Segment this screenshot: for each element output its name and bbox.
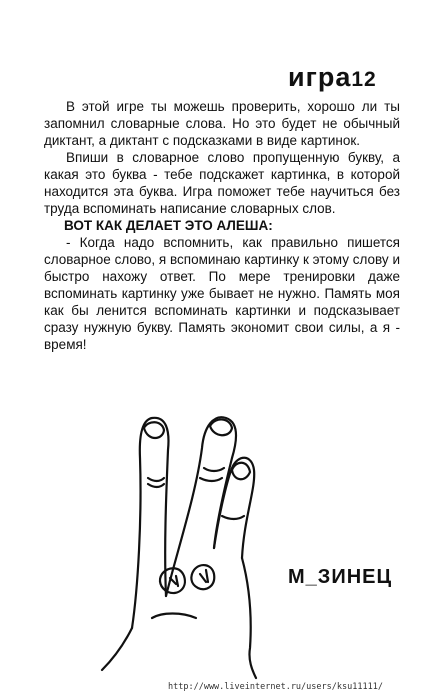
instructions-text — [44, 98, 400, 353]
title-number: 12 — [351, 68, 377, 91]
paragraph-heading: ВОТ КАК ДЕЛАЕТ ЭТО АЛЕША: — [64, 218, 273, 233]
answer-word: М_ЗИНЕЦ — [288, 566, 393, 588]
title-word: игра — [288, 62, 352, 92]
paragraph-quote: - Когда надо вспомнить, как правильно пишется словарное слово, я вспоминаю картинку к этому слову и быстро нахожу ответ. По мере тренировки даже вспоминать картинку уже бывает не нужно. Память моя как бы ленится вспоминать картинки и подсказывает сразу нужную букву. Память экономит свои силы, а я - время! — [44, 235, 400, 352]
source-url: http://www.liveinternet.ru/users/ksu11111/ — [168, 682, 383, 692]
hand-illustration — [92, 398, 272, 680]
paragraph-intro: В этой игре ты можешь проверить, хорошо ли ты запомнил словарные слова. Но это будет не обычный диктант, а диктант с подсказками в виде картинок. — [44, 99, 400, 148]
paragraph-task: Впиши в словарное слово пропущенную букву, а какая это буква - тебе подскажет картинка, в которой находится эта буква. Игра поможет тебе научиться без труда вспоминать написание словарных слов. — [44, 150, 400, 216]
page-title — [288, 62, 377, 95]
